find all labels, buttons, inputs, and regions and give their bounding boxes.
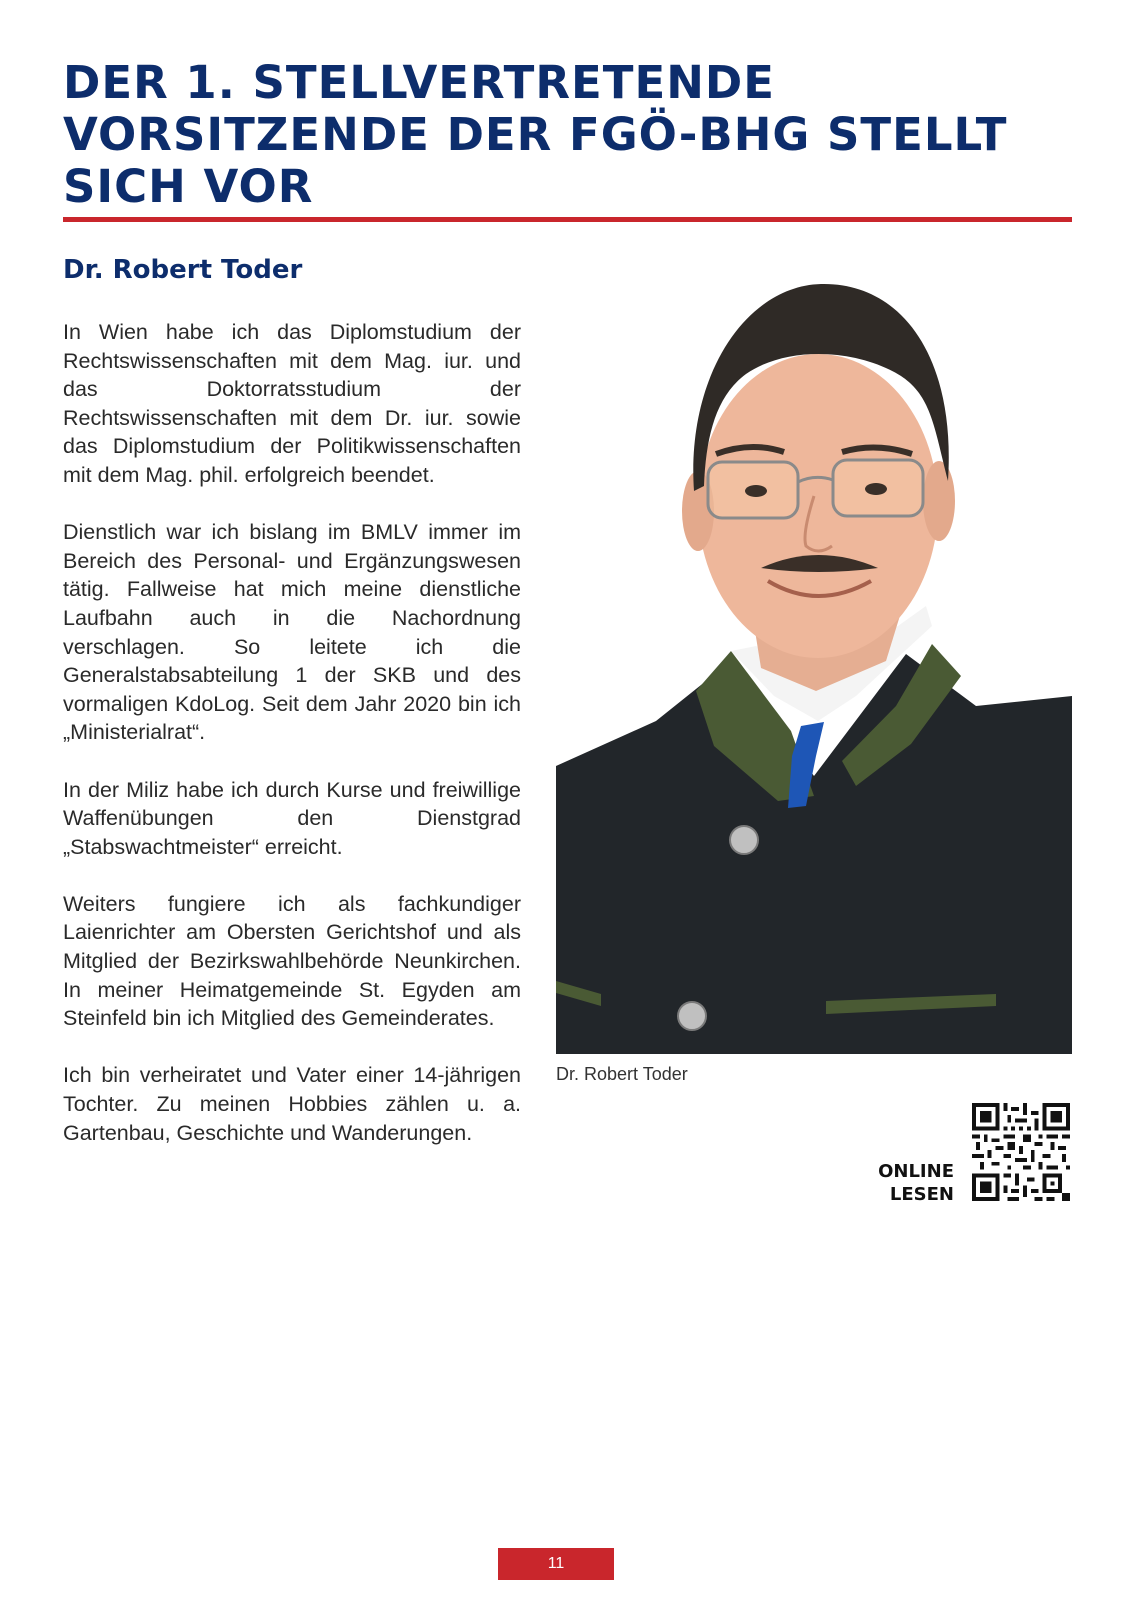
paragraph-career: Dienstlich war ich bislang im BMLV immer im Bereich des Personal- und Ergänzungswesen tätig. Fallweise hat mich meine dienstliche Laufbahn auch in die Nachordnung verschlagen. So leitete ich die Generalstabsabteilung 1 der SKB und des vormaligen KdoLog. Seit dem Jahr 2020 bin ich „Ministerialrat“. — [63, 520, 521, 745]
paragraph-functions: Weiters fungiere ich als fachkundiger Laienrichter am Obersten Gerichtshof und als Mitglied der Bezirkswahlbehörde Neunkirchen. In meiner Heimatgemeinde St. Egyden am Steinfeld bin ich Mitglied des Gemeinderates. — [63, 891, 521, 1031]
page-title: DER 1. STELLVERTRETENDE VORSITZENDE DER FGÖ-BHG STELLT SICH VOR — [63, 56, 1008, 213]
qr-label-line2: LESEN — [889, 1184, 954, 1205]
portrait-illustration — [556, 276, 1072, 1054]
online-lesen-label — [868, 1160, 954, 1206]
article-body — [63, 318, 521, 1176]
person-name-heading: Dr. Robert Toder — [63, 255, 303, 285]
photo-caption: Dr. Robert Toder — [556, 1064, 688, 1084]
qr-code-icon[interactable] — [972, 1103, 1070, 1201]
title-divider — [63, 217, 1072, 222]
portrait-photo — [556, 276, 1072, 1054]
page-number: 11 — [498, 1548, 614, 1580]
qr-label-line1: ONLINE — [878, 1161, 954, 1182]
paragraph-education: In Wien habe ich das Diplomstudium der Rechtswissenschaften mit dem Mag. iur. und das Doktorratsstudium der Rechtswissenschaften mit dem Dr. iur. sowie das Diplomstudium der Politikwissenschaften mit dem Mag. phil. erfolgreich beendet. — [63, 320, 521, 487]
paragraph-militia: In der Miliz habe ich durch Kurse und freiwillige Waffenübungen den Dienstgrad „Stabswachtmeister“ erreicht. — [63, 777, 521, 859]
paragraph-personal: Ich bin verheiratet und Vater einer 14-jährigen Tochter. Zu meinen Hobbies zählen u. a. Gartenbau, Geschichte und Wanderungen. — [63, 1063, 521, 1145]
